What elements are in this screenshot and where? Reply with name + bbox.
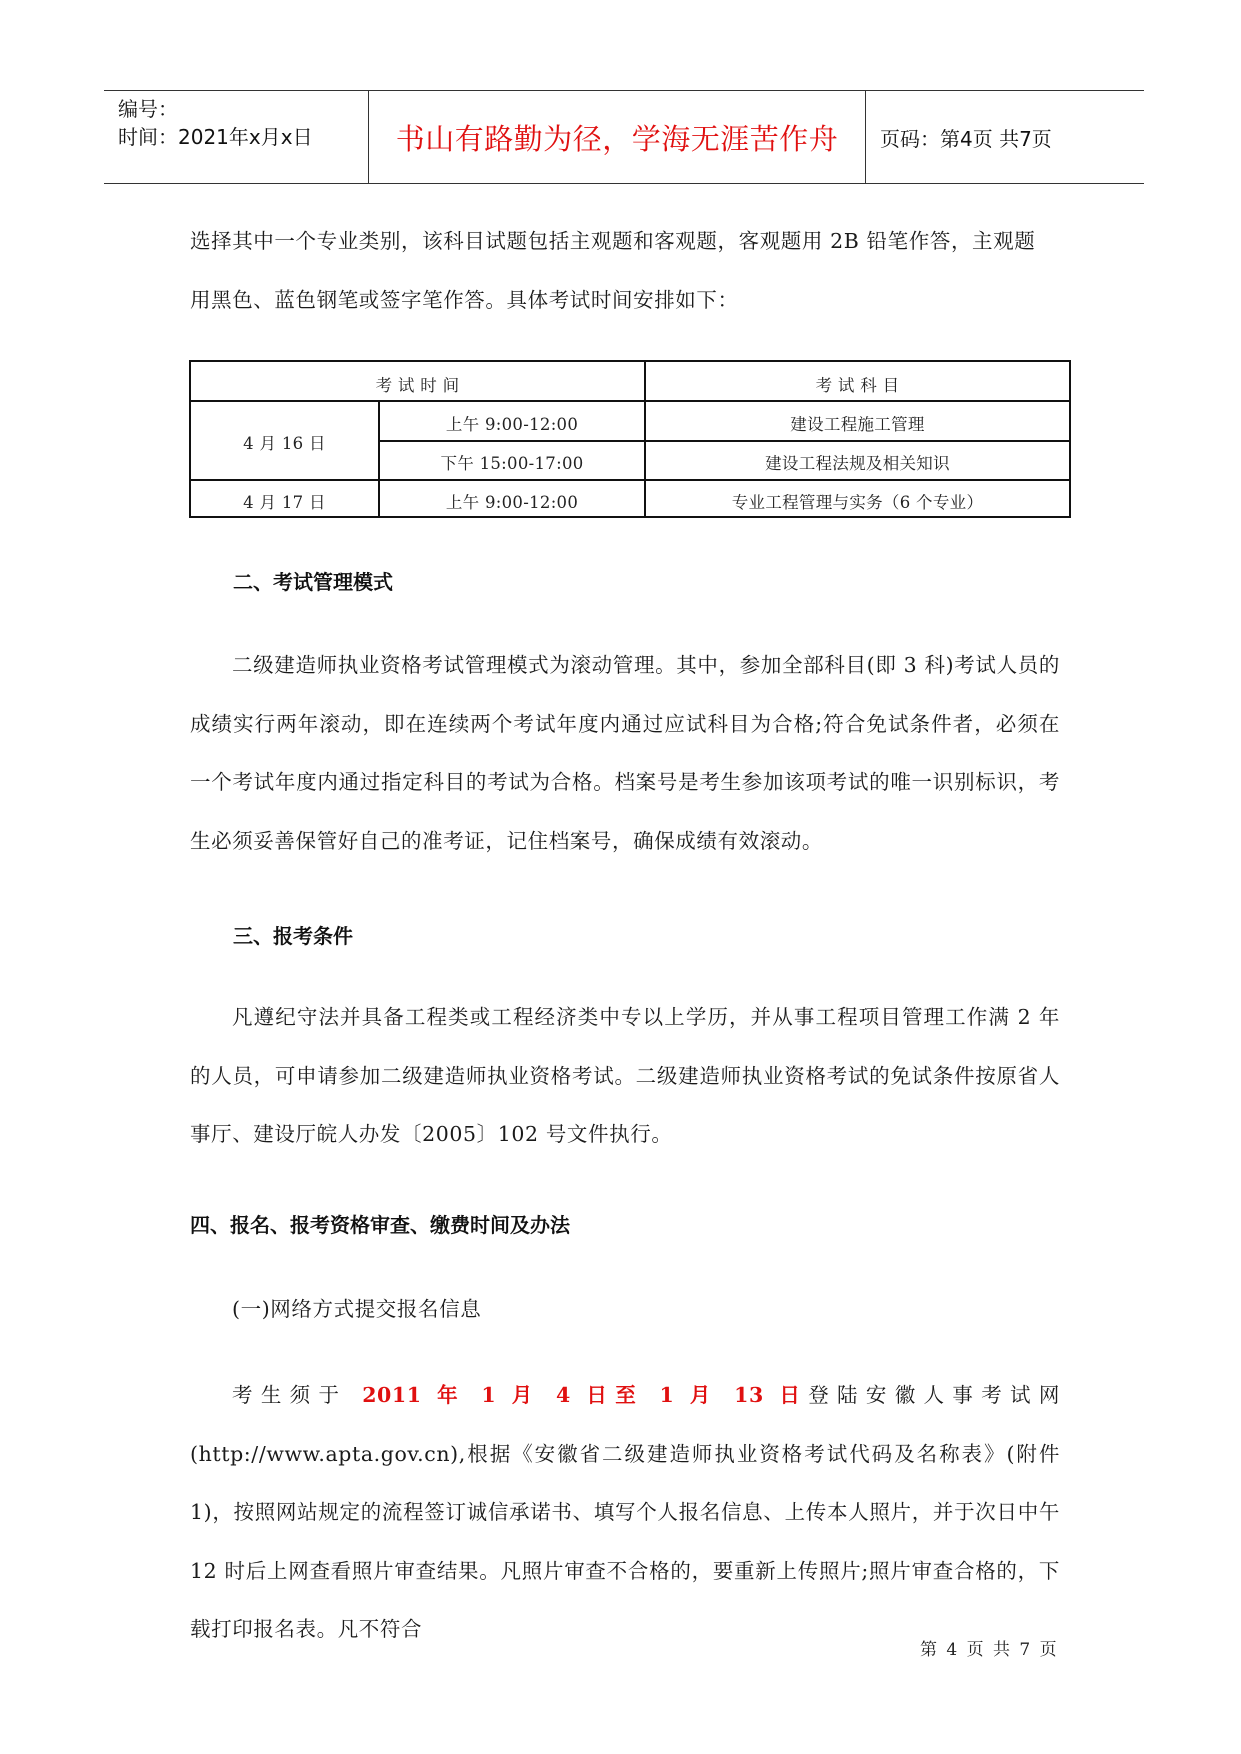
registration-date-range: 2011 年 1 月 4 日至 1 月 13 日: [362, 1383, 809, 1407]
table-header-divider: [191, 400, 1069, 402]
page-header: [104, 90, 1144, 184]
table-header-subject: 考 试 科 目: [815, 376, 900, 395]
table-cell-date: 4 月 17 日: [243, 493, 326, 512]
section-3-paragraph: 凡遵纪守法并具备工程类或工程经济类中专以上学历，并从事工程项目管理工作满 2 年的人员，可申请参加二级建造师执业资格考试。二级建造师执业资格考试的免试条件按原省人事厅、建设厅皖人办发〔2005〕102 号文件执行。: [190, 1005, 1060, 1146]
table-row-divider-1: [378, 440, 1069, 442]
intro-line-1: 选择其中一个专业类别，该科目试题包括主观题和客观题，客观题用 2B 铅笔作答，主观题: [190, 229, 1036, 253]
time-label: 时间：2021年x月x日: [118, 125, 313, 149]
table-cell-date: 4 月 16 日: [243, 434, 326, 453]
number-label: 编号：: [118, 97, 178, 121]
table-cell-subject: 专业工程管理与实务（6 个专业）: [731, 493, 984, 512]
table-cell-subject: 建设工程施工管理: [790, 415, 925, 434]
section-4-paragraph: [190, 1366, 1060, 1659]
table-cell-time: 上午 9:00-12:00: [445, 415, 579, 434]
section-3-heading: 三、报考条件: [233, 924, 353, 948]
table-header-time: 考 试 时 间: [375, 376, 460, 395]
table-cell-time: 上午 9:00-12:00: [445, 493, 579, 512]
intro-paragraph: [190, 212, 1060, 329]
page-footer: 第 4 页 共 7 页: [920, 1640, 1059, 1660]
paragraph-text-start: 考生须于: [232, 1383, 363, 1407]
section-4-subheading: (一)网络方式提交报名信息: [232, 1297, 482, 1321]
paragraph-text-rest: 登陆安徽人事考试网(http://www.apta.gov.cn),根据《安徽省二级建造师执业资格考试代码及名称表》(附件 1)，按照网站规定的流程签订诚信承诺书、填写个人报名信息、上传本人照片，并于次日中午 12 时后上网查看照片审查结果。凡照片审查不合格的，要重新上传照片;照片审查合格的，下载打印报名表。凡不符合: [190, 1383, 1060, 1641]
header-right-cell: [866, 91, 1144, 183]
header-left-cell: [104, 91, 368, 183]
page-code: 页码：第4页 共7页: [880, 127, 1052, 151]
exam-schedule-table: [189, 360, 1071, 518]
header-motto: 书山有路勤为径，学海无涯苦作舟: [395, 122, 839, 156]
table-row-divider-2: [191, 479, 1069, 481]
section-2-paragraph: 二级建造师执业资格考试管理模式为滚动管理。其中，参加全部科目(即 3 科)考试人员的成绩实行两年滚动，即在连续两个考试年度内通过应试科目为合格;符合免试条件者，必须在一个考试年度内通过指定科目的考试为合格。档案号是考生参加该项考试的唯一识别标识，考生必须妥善保管好自己的准考证，记住档案号，确保成绩有效滚动。: [190, 653, 1060, 853]
table-cell-subject: 建设工程法规及相关知识: [765, 454, 950, 473]
section-4-heading: 四、报名、报考资格审查、缴费时间及办法: [190, 1213, 570, 1237]
section-2-heading: 二、考试管理模式: [233, 570, 393, 594]
intro-line-2: 用黑色、蓝色钢笔或签字笔作答。具体考试时间安排如下：: [190, 287, 739, 312]
table-cell-time: 下午 15:00-17:00: [440, 454, 584, 473]
header-middle-cell: [368, 91, 866, 183]
